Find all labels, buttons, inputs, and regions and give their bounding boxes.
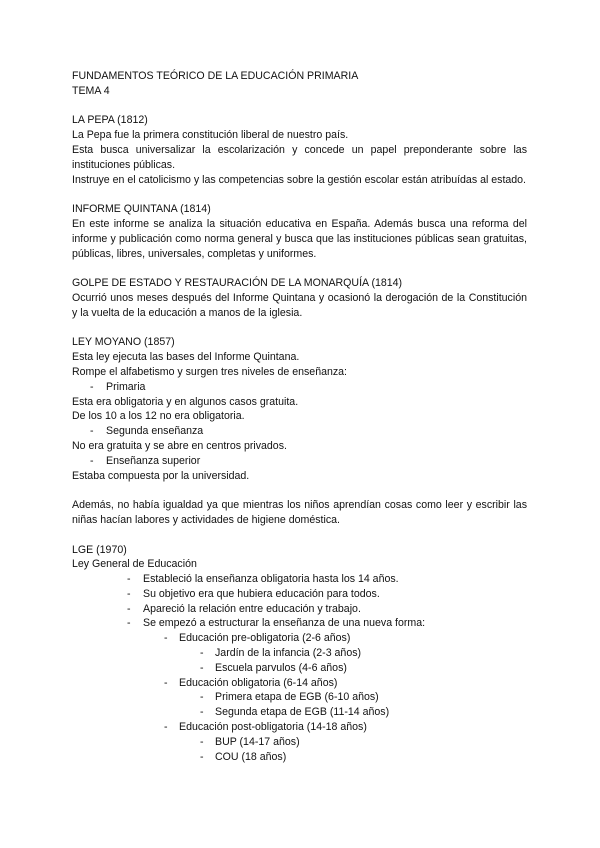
list-item: - Educación obligatoria (6-14 años) bbox=[72, 676, 527, 691]
paragraph: Estaba compuesta por la universidad. bbox=[72, 469, 250, 482]
list-item: - BUP (14-17 años) bbox=[72, 735, 527, 750]
paragraph: Ocurrió unos meses después del Informe Quintana y ocasionó la derogación de la Constitución y la vuelta de la educación a manos de la iglesia. bbox=[72, 291, 527, 319]
list-item: - Se empezó a estructurar la enseñanza de una nueva forma: bbox=[72, 616, 527, 631]
paragraph: Ley General de Educación bbox=[72, 558, 197, 571]
list-item: - Segunda etapa de EGB (11-14 años) bbox=[72, 705, 527, 720]
list-item: - Educación post-obligatoria (14-18 años) bbox=[72, 720, 527, 735]
paragraph: Además, no había igualdad ya que mientras los niños aprendían cosas como leer y escribir las niñas hacían labores y actividades de higiene doméstica. bbox=[72, 499, 527, 526]
paragraph: Esta busca universalizar la escolarización y concede un papel preponderante sobre las instituciones públicas. bbox=[72, 143, 527, 171]
spacer bbox=[72, 187, 527, 202]
spacer bbox=[72, 99, 527, 114]
list-item: - Escuela parvulos (4-6 años) bbox=[72, 661, 527, 676]
list-item: - Primera etapa de EGB (6-10 años) bbox=[72, 690, 527, 705]
section-heading-informe-quintana: INFORME QUINTANA (1814) bbox=[72, 203, 211, 216]
list-item: - Apareció la relación entre educación y trabajo. bbox=[72, 602, 527, 617]
paragraph: Esta era obligatoria y en algunos casos gratuita. bbox=[72, 395, 299, 408]
list-item: - Primaria bbox=[72, 380, 527, 395]
list-item: - Jardín de la infancia (2-3 años) bbox=[72, 646, 527, 661]
list-item: - COU (18 años) bbox=[72, 750, 527, 765]
list-item: - Educación pre-obligatoria (2-6 años) bbox=[72, 631, 527, 646]
paragraph: De los 10 a los 12 no era obligatoria. bbox=[72, 410, 245, 423]
document-title: FUNDAMENTOS TEÓRICO DE LA EDUCACIÓN PRIMARIA bbox=[72, 70, 359, 82]
list-item: - Enseñanza superior bbox=[72, 454, 527, 469]
section-heading-ley-moyano: LEY MOYANO (1857) bbox=[72, 336, 175, 349]
paragraph: En este informe se analiza la situación educativa en España. Además busca una reforma del informe y publicación como norma general y busca que las instituciones públicas sean gratuitas, públicas, libres, universales, completas y uniformes. bbox=[72, 217, 527, 260]
spacer bbox=[72, 261, 527, 276]
document-body bbox=[72, 69, 527, 764]
paragraph: Rompe el alfabetismo y surgen tres niveles de enseñanza: bbox=[72, 365, 348, 378]
paragraph: Esta ley ejecuta las bases del Informe Quintana. bbox=[72, 351, 300, 364]
list-item: - Segunda enseñanza bbox=[72, 424, 527, 439]
document-subtitle: TEMA 4 bbox=[72, 84, 110, 97]
spacer bbox=[72, 483, 527, 498]
paragraph: No era gratuita y se abre en centros privados. bbox=[72, 439, 287, 452]
section-heading-la-pepa: LA PEPA (1812) bbox=[72, 114, 148, 127]
section-heading-golpe-de-estado: GOLPE DE ESTADO Y RESTAURACIÓN DE LA MONARQUÍA (1814) bbox=[72, 277, 403, 290]
paragraph: La Pepa fue la primera constitución liberal de nuestro país. bbox=[72, 129, 349, 142]
list-item: - Estableció la enseñanza obligatoria hasta los 14 años. bbox=[72, 572, 527, 587]
section-heading-lge: LGE (1970) bbox=[72, 543, 127, 556]
spacer bbox=[72, 321, 527, 336]
spacer bbox=[72, 528, 527, 543]
list-item: - Su objetivo era que hubiera educación para todos. bbox=[72, 587, 527, 602]
paragraph: Instruye en el catolicismo y las competencias sobre la gestión escolar están atribuídas al estado. bbox=[72, 173, 527, 186]
